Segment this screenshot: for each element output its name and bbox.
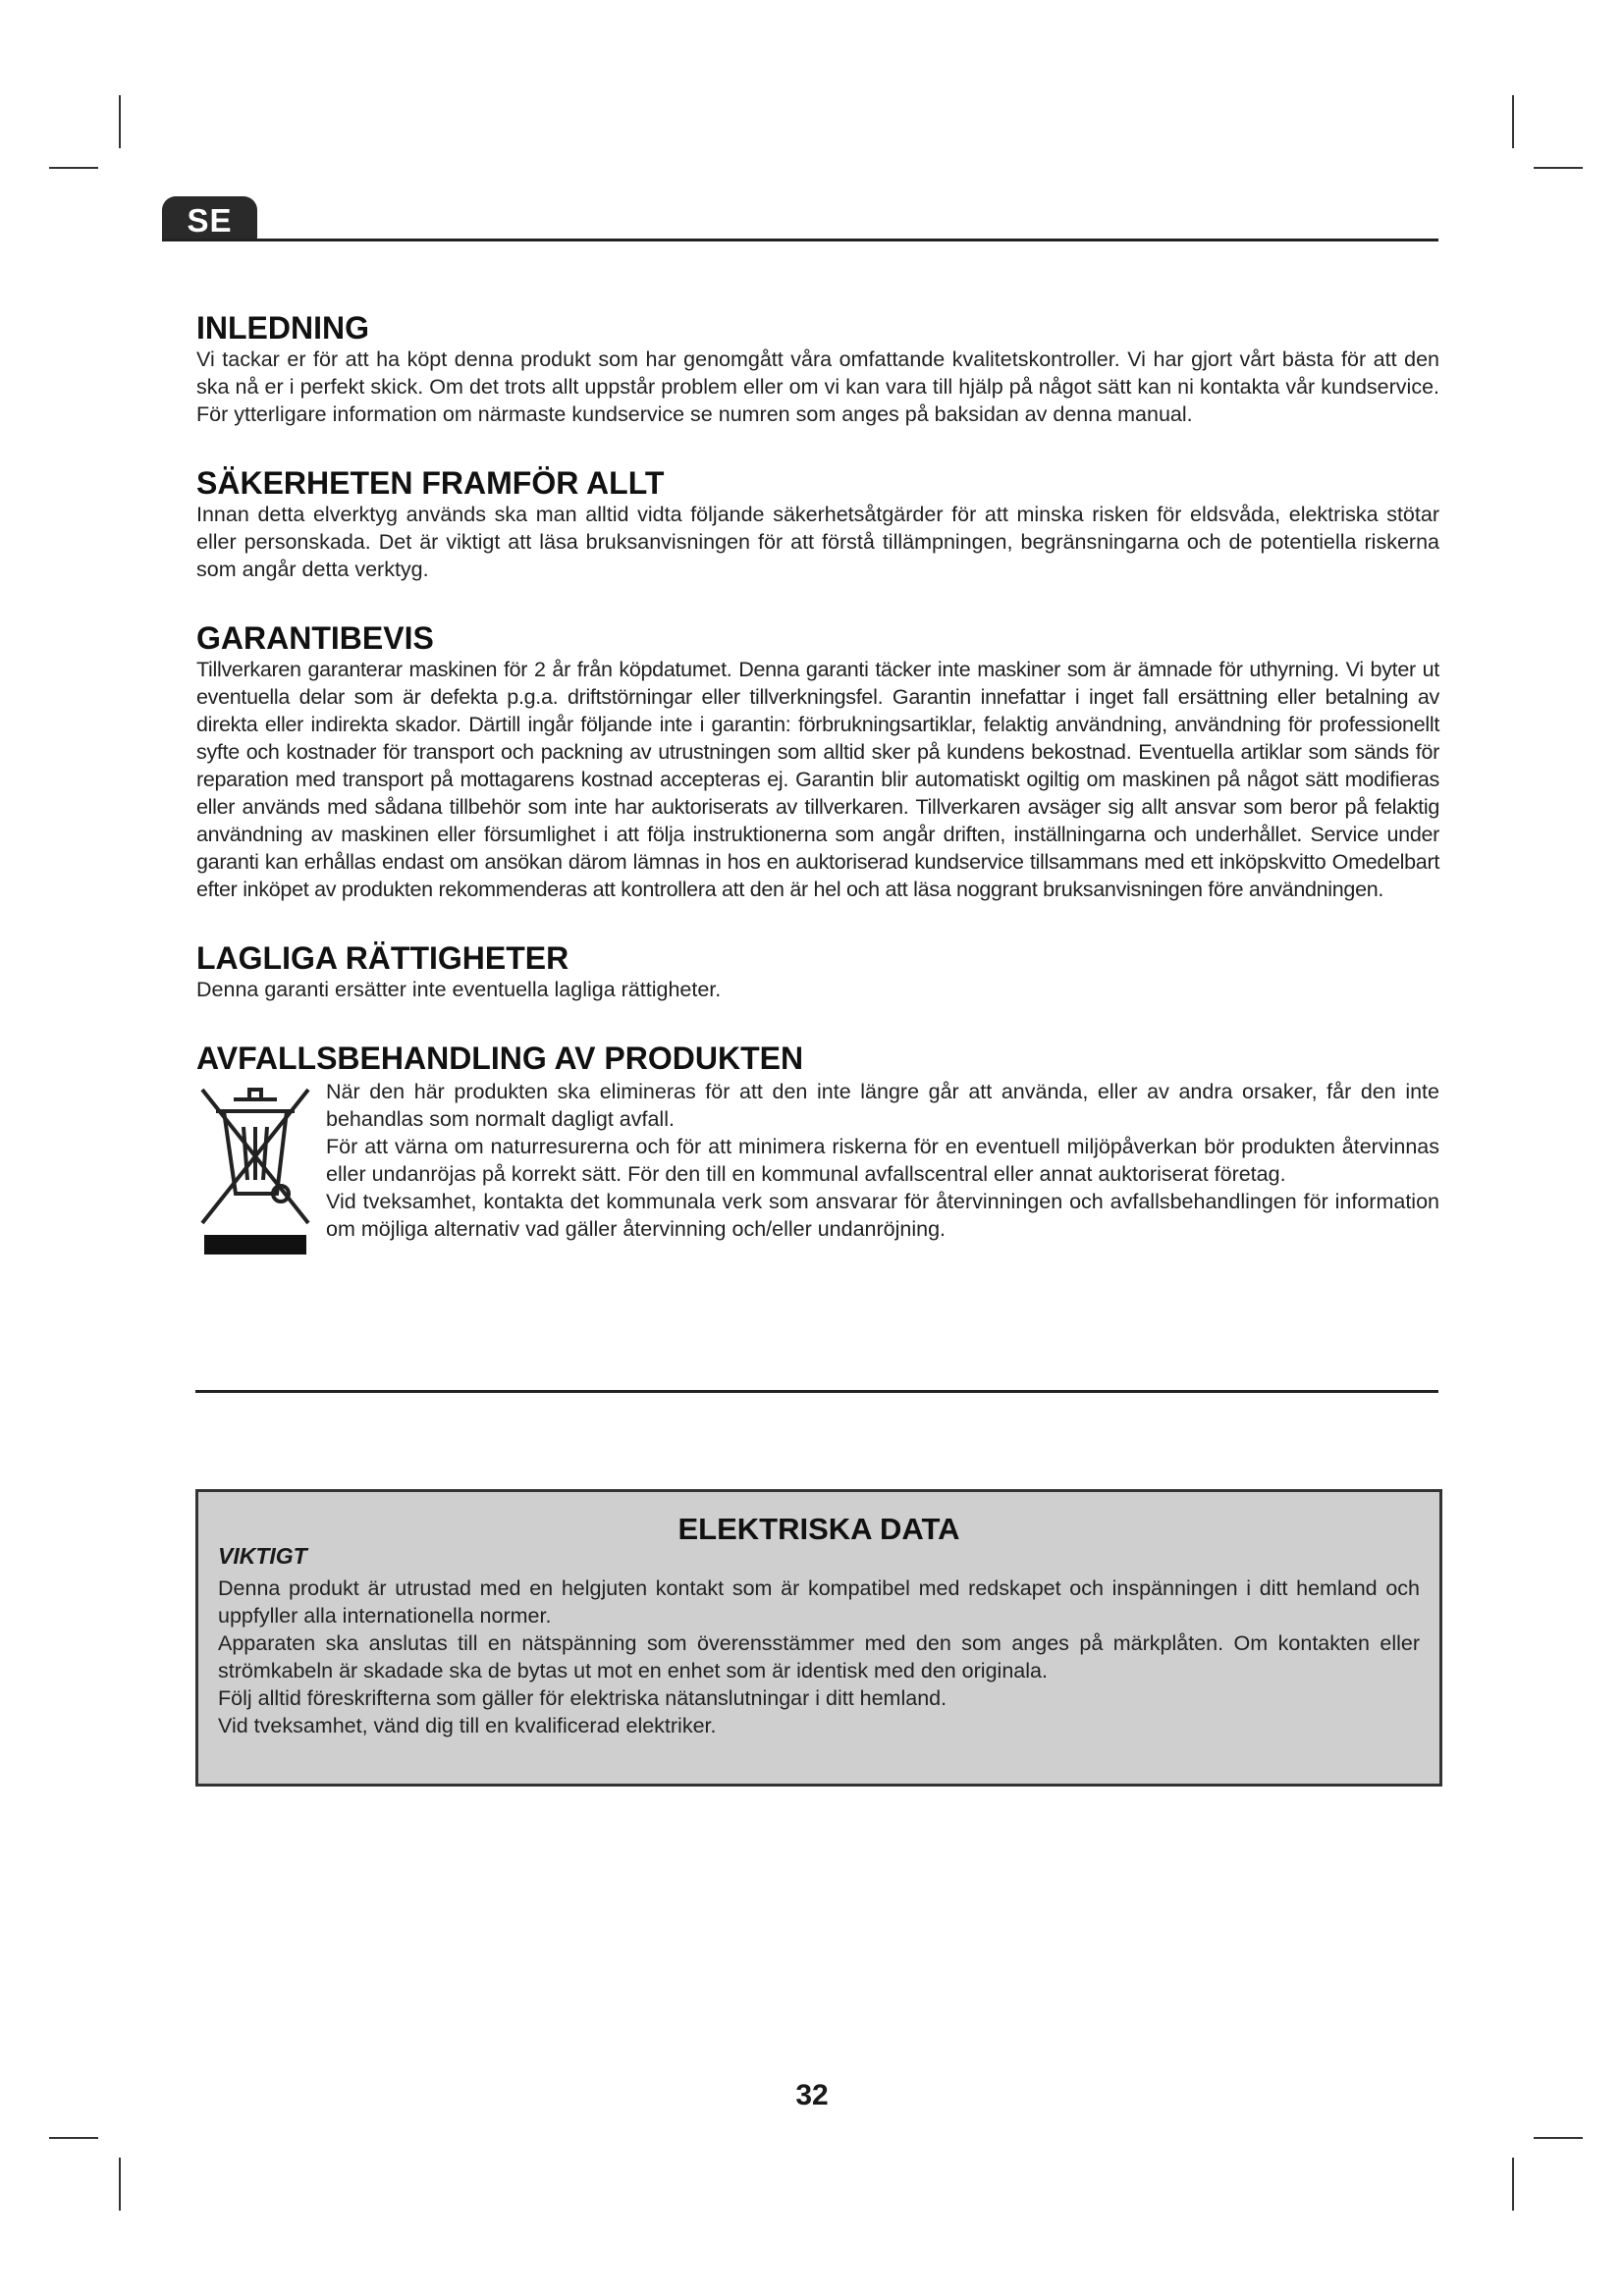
language-tab: SE — [162, 196, 257, 241]
section-paragraph: Denna garanti ersätter inte eventuella lagliga rättigheter. — [196, 978, 722, 1001]
section-paragraph: Innan detta elverktyg används ska man alltid vidta följande säkerhetsåtgärder för att minska risken för eldsvåda, elektriska stötar eller personskada. Det är viktigt att läsa bruksanvisningen för att förstå tillämpningen, begränsningarna och de potentiella riskerna som angår detta verktyg. — [196, 503, 1439, 581]
crop-mark — [49, 167, 98, 169]
crop-mark — [119, 95, 121, 148]
section-avfallsbehandling — [196, 1041, 1439, 1255]
section-garantibevis — [196, 620, 1439, 903]
crop-mark — [49, 2137, 98, 2139]
crop-mark — [1512, 2158, 1514, 2211]
header-rule — [162, 239, 1438, 241]
electrical-subtitle: VIKTIGT — [218, 1543, 307, 1569]
section-title: INLEDNING — [196, 310, 369, 346]
section-title: AVFALLSBEHANDLING AV PRODUKTEN — [196, 1041, 804, 1076]
electrical-data-box — [195, 1489, 1442, 1787]
crop-mark — [119, 2158, 121, 2211]
section-title: SÄKERHETEN FRAMFÖR ALLT — [196, 465, 665, 501]
main-content — [196, 310, 1439, 1292]
electrical-line: Denna produkt är utrustad med en helgjuten kontakt som är kompatibel med redskapet och inspänningen i ditt hemland och uppfyller alla internationella normer. — [218, 1576, 1420, 1628]
section-title: GARANTIBEVIS — [196, 620, 434, 656]
disposal-text — [326, 1078, 1439, 1243]
section-lagliga-rattigheter — [196, 940, 1439, 1003]
electrical-line: Vid tveksamhet, vänd dig till en kvalificerad elektriker. — [218, 1714, 717, 1737]
page-number: 32 — [795, 2079, 829, 2111]
crop-mark — [1534, 167, 1583, 169]
section-title: LAGLIGA RÄTTIGHETER — [196, 940, 569, 976]
section-sakerhet — [196, 465, 1439, 583]
section-divider — [195, 1390, 1438, 1393]
electrical-title: ELEKTRISKA DATA — [677, 1512, 960, 1546]
electrical-lines — [218, 1575, 1420, 1739]
disposal-paragraph: För att värna om naturresurerna och för att minimera riskerna för en eventuell miljöpåverkan bör produkten återvinnas eller undanröjas på korrekt sätt. För den till en kommunal avfallscentral eller annat auktoriserat företag. — [326, 1135, 1439, 1186]
crop-mark — [1512, 95, 1514, 148]
disposal-paragraph: När den här produkten ska elimineras för att den inte längre går att använda, eller av andra orsaker, får den inte behandlas som normalt dagligt avfall. — [326, 1080, 1439, 1131]
section-inledning — [196, 310, 1439, 428]
electrical-line: Apparaten ska anslutas till en nätspänning som överensstämmer med den som anges på märkplåten. Om kontakten eller strömkabeln är skadade ska de bytas ut mot en enhet som är identisk med den originala. — [218, 1631, 1420, 1682]
crossed-out-wheelie-bin-icon — [196, 1078, 314, 1255]
disposal-paragraph: Vid tveksamhet, kontakta det kommunala verk som ansvarar för återvinningen och avfallsbehandlingen för information om möjliga alternativ vad gäller återvinning och/eller undanröjning. — [326, 1190, 1439, 1241]
section-paragraph: Vi tackar er för att ha köpt denna produkt som har genomgått våra omfattande kvalitetskontroller. Vi har gjort vårt bästa för att den ska nå er i perfekt skick. Om det trots allt uppstår problem eller om vi kan vara till hjälp på något sätt kan ni kontakta vår kundservice. För ytterligare information om närmaste kundservice se numren som anges på baksidan av denna manual. — [196, 347, 1439, 426]
disposal-body — [196, 1078, 1439, 1255]
crop-mark — [1534, 2137, 1583, 2139]
section-paragraph: Tillverkaren garanterar maskinen för 2 år från köpdatumet. Denna garanti täcker inte maskiner som är ämnade för uthyrning. Vi byter ut eventuella delar som är defekta p.g.a. driftstörningar eller tillverkningsfel. Garantin innefattar i inget fall ersättning eller betalning av direkta eller indirekta skador. Därtill ingår följande inte i garantin: förbrukningsartiklar, felaktig användning, användning för professionellt syfte och kostnader för transport och packning av utrustningen som alltid sker på kundens bekostnad. Eventuella artiklar som sänds för reparation med transport på mottagarens kostnad accepteras ej. Garantin blir automatiskt ogiltig om maskinen på något sätt modifieras eller används med sådana tillbehör som inte har auktoriserats av tillverkaren. Tillverkaren avsäger sig allt ansvar som beror på felaktig användning av maskinen eller försumlighet i att följa instruktionerna som angår driften, inställningarna och underhållet. Service under garanti kan erhållas endast om ansökan därom lämnas in hos en auktoriserad kundservice tillsammans med ett inköpskvitto Omedelbart efter inköpet av produkten rekommenderas att kontrollera att den är hel och att läsa noggrant bruksanvisningen före användningen. — [196, 658, 1439, 901]
electrical-line: Följ alltid föreskrifterna som gäller för elektriska nätanslutningar i ditt hemland. — [218, 1686, 947, 1710]
